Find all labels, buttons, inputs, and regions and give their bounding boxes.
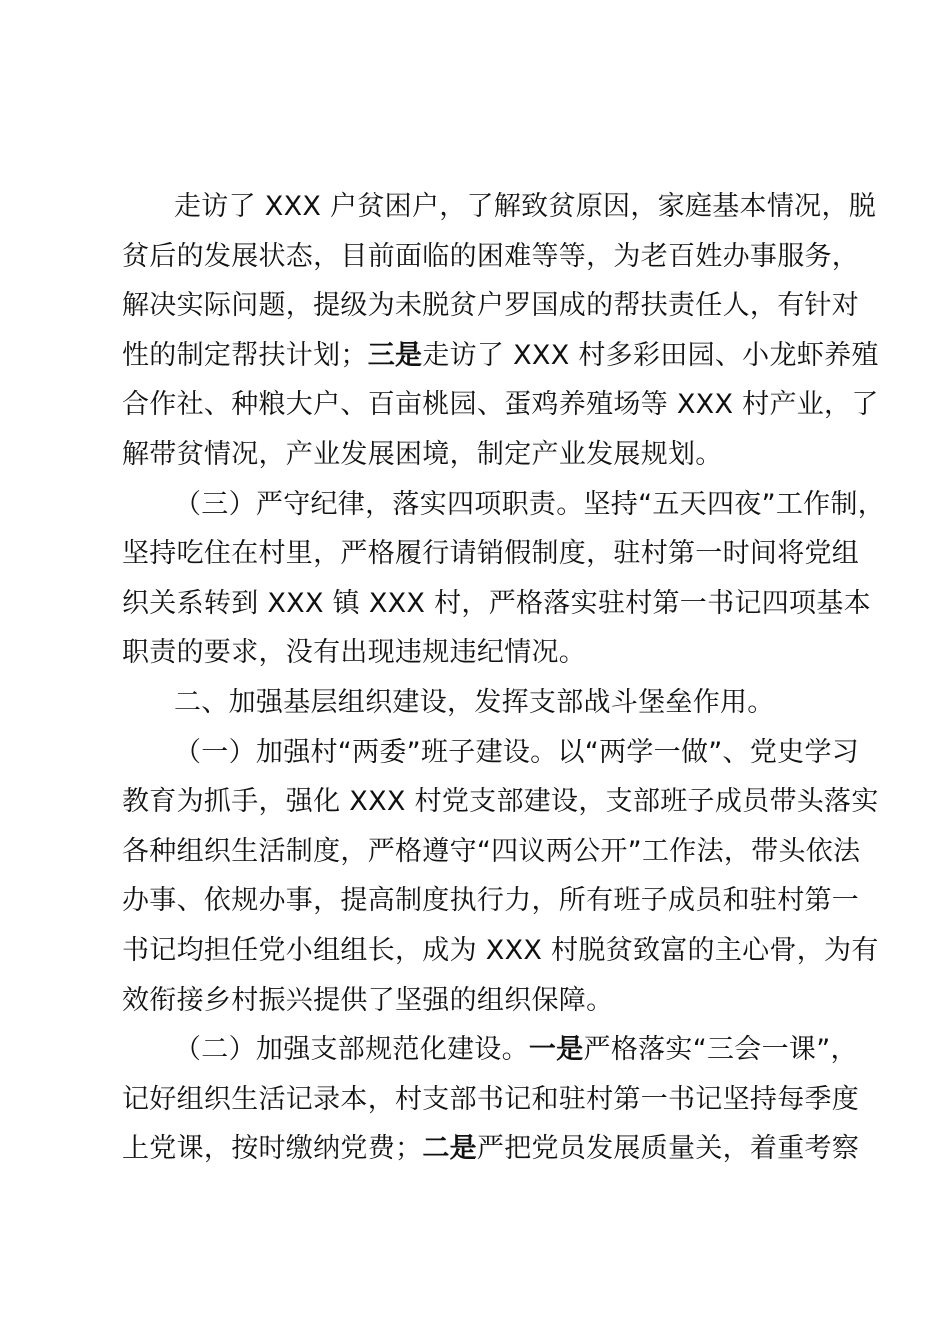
text-line: 织关系转到 XXX 镇 XXX 村，严格落实驻村第一书记四项基本 (122, 587, 871, 619)
text-line: 上党课，按时缴纳党费；二是严把党员发展质量关，着重考察 (122, 1133, 860, 1165)
bold-emphasis: 二是 (422, 1133, 477, 1165)
text-line: 职责的要求，没有出现违规违纪情况。 (122, 637, 587, 669)
text-line: （二）加强支部规范化建设。一是严格落实“三会一课”， (174, 1034, 858, 1066)
text-line: 解带贫情况，产业发展困境，制定产业发展规划。 (122, 438, 723, 470)
text-line: 性的制定帮扶计划；三是走访了 XXX 村多彩田园、小龙虾养殖 (122, 339, 879, 371)
text-line: 教育为抓手，强化 XXX 村党支部建设，支部班子成员带头落实 (122, 786, 879, 818)
text-line: 坚持吃住在村里，严格履行请销假制度，驻村第一时间将党组 (122, 538, 860, 570)
text-line: 书记均担任党小组组长，成为 XXX 村脱贫致富的主心骨，为有 (122, 934, 879, 966)
section-heading: 二、加强基层组织建设，发挥支部战斗堡垒作用。 (174, 686, 775, 718)
text-line: （三）严守纪律，落实四项职责。坚持“五天四夜”工作制， (174, 488, 886, 520)
body-text (122, 182, 886, 1174)
text-line: 贫后的发展状态，目前面临的困难等等，为老百姓办事服务， (122, 240, 860, 272)
text-line: 走访了 XXX 户贫困户，了解致贫原因，家庭基本情况，脱 (174, 191, 877, 222)
text-line: 记好组织生活记录本，村支部书记和驻村第一书记坚持每季度 (122, 1083, 860, 1115)
bold-emphasis: 三是 (367, 339, 423, 371)
text-line: （一）加强村“两委”班子建设。以“两学一做”、党史学习 (174, 736, 860, 768)
text-line: 解决实际问题，提级为未脱贫户罗国成的帮扶责任人，有针对 (122, 290, 860, 322)
bold-emphasis: 一是 (528, 1034, 584, 1066)
text-line: 合作社、种粮大户、百亩桃园、蛋鸡养殖场等 XXX 村产业，了 (122, 389, 879, 421)
text-line: 效衔接乡村振兴提供了坚强的组织保障。 (122, 984, 614, 1016)
text-line: 各种组织生活制度，严格遵守“四议两公开”工作法，带头依法 (122, 835, 861, 867)
text-line: 办事、依规办事，提高制度执行力，所有班子成员和驻村第一 (122, 885, 860, 917)
